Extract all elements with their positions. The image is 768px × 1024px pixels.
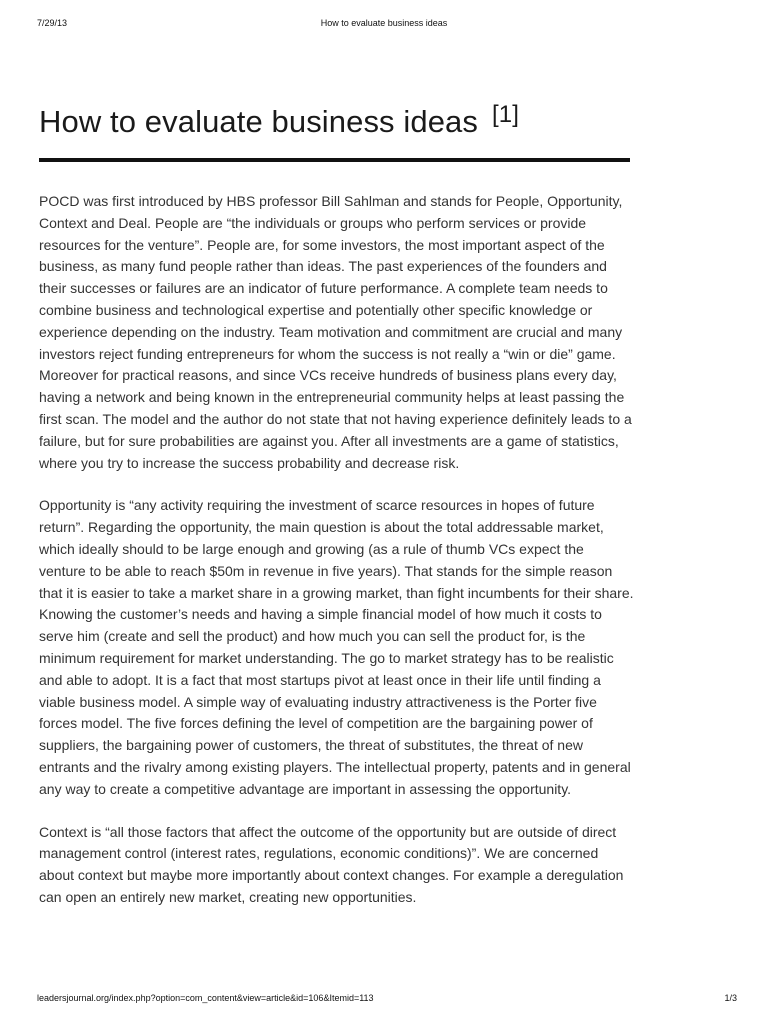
source-url: leadersjournal.org/index.php?option=com_content&view=article&id=106&Itemid=113 (37, 993, 374, 1003)
paragraph-context: Context is “all those factors that affect the outcome of the opportunity but are outside of direct management control (interest rates, regulations, economic conditions)”. We are concerned about context but maybe more importantly about context changes. For example a deregulation can open an entirely new market, creating new opportunities. (39, 823, 624, 905)
paragraph-people: POCD was first introduced by HBS professor Bill Sahlman and stands for People, Opportunity, Context and Deal. People are “the individuals or groups who perform services or provide resources for the venture”. People are, for some investors, the most important aspect of the business, as many fund people rather than ideas. The past experiences of the founders and their successes or failures are an indicator of future performance. A complete team needs to combine business and technological expertise and potentially other specific knowledge or experience depending on the industry. Team motivation and commitment are crucial and many investors reject funding entrepreneurs for whom the success is not really a “win or die” game. Moreover for practical reasons, and since VCs receive hundreds of business plans every day, having a network and being known in the entrepreneurial community helps at least passing the first scan. The model and the author do not state that not having experience definitely leads to a failure, but for sure probabilities are against you. After all investments are a game of statistics, where you try to increase the success probability and decrease risk. (39, 193, 632, 471)
article-body (39, 191, 634, 930)
page-number: 1/3 (724, 993, 737, 1003)
print-doc-title: How to evaluate business ideas (320, 18, 448, 28)
article-title (39, 101, 519, 140)
print-header (0, 18, 768, 32)
print-date: 7/29/13 (37, 18, 68, 28)
print-footer (0, 993, 768, 1007)
article-title-text: How to evaluate business ideas (39, 104, 478, 139)
title-divider (39, 158, 630, 162)
reference-link[interactable]: [1] (491, 101, 519, 128)
paragraph-opportunity: Opportunity is “any activity requiring the investment of scarce resources in hopes of future return”. Regarding the opportunity, the main question is about the total addressable market, which ideally should to be large enough and growing (as a rule of thumb VCs expect the venture to be able to reach $50m in revenue in five years). That stands for the simple reason that it is easier to take a market share in a growing market, than fight incumbents for their share. Knowing the customer’s needs and having a simple financial model of how much it costs to serve him (create and sell the product) and how much you can sell the product for, is the minimum requirement for market understanding. The go to market strategy has to be realistic and able to adopt. It is a fact that most startups pivot at least once in their life until finding a viable business model. A simple way of evaluating industry attractiveness is the Porter five forces model. The five forces defining the level of competition are the bargaining power of suppliers, the bargaining power of customers, the threat of substitutes, the threat of new entrants and the rivalry among existing players. The intellectual property, patents and in general any way to create a competitive advantage are important in assessing the opportunity. (39, 497, 634, 797)
